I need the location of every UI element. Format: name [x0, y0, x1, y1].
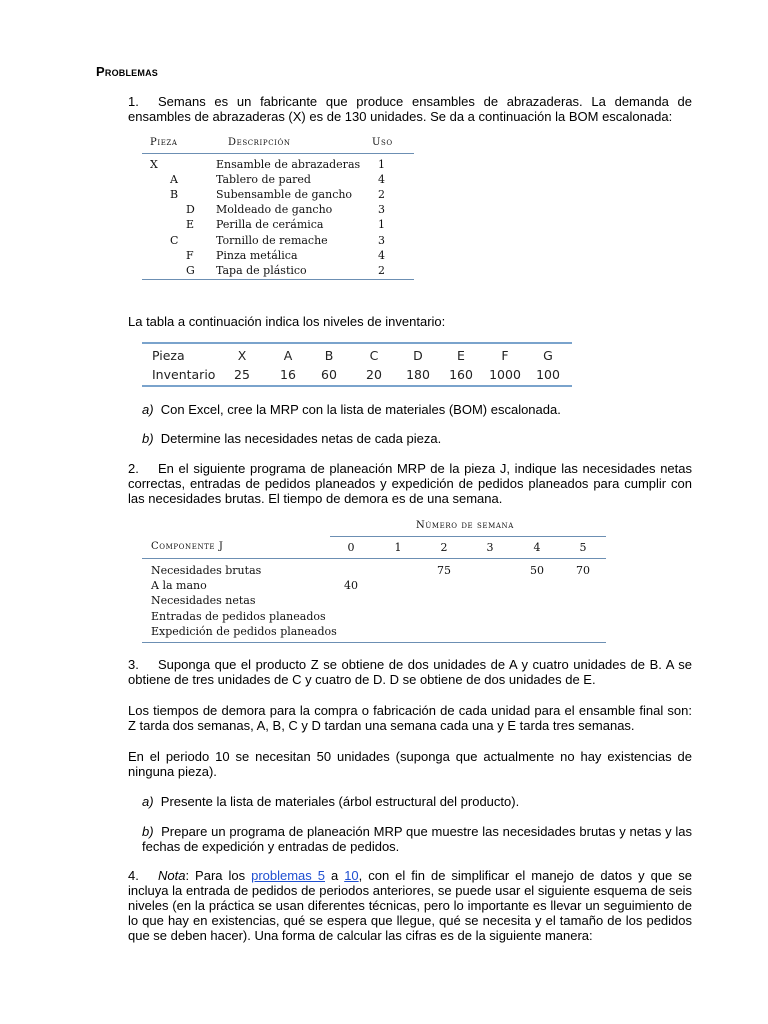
p1-item-b-text: Determine las necesidades netas de cada pieza. [160, 431, 442, 446]
p3-item-a [142, 794, 519, 809]
bom-cell-descripcion: Tablero de pared [216, 173, 311, 187]
inventory-piece-label: B [324, 348, 334, 363]
inventory-table [142, 342, 572, 388]
bom-cell-descripcion: Tornillo de remache [216, 233, 328, 247]
bom-cell-pieza: G [186, 263, 195, 277]
bom-cell-pieza: A [170, 173, 178, 187]
bom-table [142, 133, 414, 281]
bom-cell-uso: 2 [378, 188, 385, 202]
bom-cell-descripcion: Moldeado de gancho [216, 203, 333, 217]
mrp-cell: 70 [576, 564, 590, 577]
mrp-row-label: Expedición de pedidos planeados [151, 624, 337, 638]
mrp-header-rule [142, 558, 606, 559]
inventory-piece-label: F [501, 348, 509, 363]
inventory-value: 60 [321, 367, 337, 382]
mrp-week-header: 1 [394, 541, 402, 554]
inventory-value: 180 [406, 367, 430, 382]
bom-cell-descripcion: Ensamble de abrazaderas [216, 158, 361, 171]
inventory-value: 20 [366, 367, 382, 382]
bom-header-uso: Uso [372, 137, 393, 148]
mrp-row-label: Necesidades brutas [151, 564, 262, 577]
problem-5-link[interactable]: problemas 5 [251, 868, 325, 883]
problem-3-body: Suponga que el producto Z se obtiene de dos unidades de A y cuatro unidades de B. A se obtiene de tres unidades de C y cuatro de D. D se obtiene de dos unidades de E. [128, 657, 692, 687]
bom-cell-pieza: X [150, 158, 158, 171]
bom-cell-uso: 1 [378, 218, 385, 232]
mrp-row-label: Entradas de pedidos planeados [151, 609, 326, 623]
inventory-piece-label: D [413, 348, 423, 363]
inventory-value: 1000 [489, 367, 521, 382]
bom-cell-pieza: B [170, 188, 179, 202]
problem-3-paragraph-b: Los tiempos de demora para la compra o fabricación de cada unidad para el ensamble final son: Z tarda dos semanas, A, B, C y D tardan una semana cada una y E tarda tres semanas. [128, 703, 692, 733]
bom-cell-descripcion: Tapa de plástico [216, 263, 307, 277]
problem-2-number: 2. [128, 461, 139, 476]
bom-cell-descripcion: Perilla de cerámica [216, 218, 324, 232]
inventory-piece-label: C [369, 348, 379, 363]
inventory-intro: La tabla a continuación indica los niveles de inventario: [128, 314, 446, 329]
mrp-bottom-rule [142, 642, 606, 643]
problem-3-text [128, 657, 692, 687]
mrp-cell: 40 [344, 579, 358, 593]
bom-header-rule [142, 153, 414, 154]
mrp-week-header: 5 [579, 541, 587, 554]
problem-1-text [128, 94, 692, 124]
inventory-piece-label: E [457, 348, 465, 363]
p3-item-b-label: b) [142, 824, 154, 839]
mrp-cell: 75 [437, 564, 451, 577]
problem-4-pre: : Para los [185, 868, 252, 883]
inventory-piece-label: G [543, 348, 553, 363]
mrp-cell: 50 [530, 564, 544, 577]
mrp-table [142, 516, 606, 644]
mrp-week-header: 0 [347, 541, 355, 554]
problem-1-number: 1. [128, 94, 139, 109]
mrp-week-super-header: Número de semana [416, 520, 514, 531]
problem-4-number: 4. [128, 868, 139, 883]
inventory-piece-label: X [237, 348, 247, 363]
bom-cell-descripcion: Pinza metálica [216, 248, 298, 262]
mrp-row-label: A la mano [151, 579, 207, 593]
bom-cell-uso: 1 [378, 158, 385, 171]
inventory-value: 160 [449, 367, 473, 382]
problem-4-text [128, 868, 692, 943]
problem-2-text [128, 461, 692, 506]
section-heading: Problemas [96, 64, 158, 79]
mrp-week-header: 3 [486, 541, 494, 554]
inventory-row-label-pieza: Pieza [152, 348, 185, 363]
mrp-week-rule [330, 536, 606, 537]
p3-item-a-text: Presente la lista de materiales (árbol estructural del producto). [160, 794, 520, 809]
problem-3-number: 3. [128, 657, 139, 672]
problem-4-nota: Nota [158, 868, 186, 883]
inventory-top-rule [142, 342, 572, 344]
mrp-row-label: Necesidades netas [151, 594, 256, 608]
inventory-value: 16 [280, 367, 296, 382]
mrp-week-header: 2 [440, 541, 448, 554]
p3-item-b-text: Prepare un programa de planeación MRP que muestre las necesidades brutas y netas y las fechas de expedición y entradas de pedidos. [142, 824, 692, 854]
p1-item-a [142, 402, 561, 417]
bom-cell-pieza: C [170, 233, 179, 247]
problem-10-link[interactable]: 10 [344, 868, 359, 883]
bom-header-descripcion: Descripción [228, 137, 291, 148]
inventory-value: 25 [234, 367, 250, 382]
p3-item-b [142, 824, 692, 854]
problem-4-post: , con el fin de simplificar el manejo de datos y que se incluya la entrada de pedidos de periodos anteriores, se puede usar el siguiente esquema de seis niveles (en la práctica se usan diferentes técnicas, pero lo importante es llevar un seguimiento de lo que hay en existencias, qué se espera que llegue, qué se necesita y el tamaño de los pedidos que se deben hacer). Una forma de calcular las cifras es de la siguiente manera: [128, 868, 692, 943]
p1-item-b-label: b) [142, 431, 154, 446]
p1-item-b [142, 431, 441, 446]
bom-cell-uso: 4 [378, 173, 385, 187]
bom-cell-pieza: E [186, 218, 195, 232]
inventory-row-label-inventario: Inventario [152, 367, 216, 382]
bom-cell-pieza: F [186, 248, 194, 262]
inventory-value: 100 [536, 367, 560, 382]
bom-bottom-rule [142, 279, 414, 280]
bom-cell-uso: 3 [378, 233, 385, 247]
problem-3-paragraph-c: En el periodo 10 se necesitan 50 unidades (suponga que actualmente no hay existencias de ninguna pieza). [128, 749, 692, 779]
bom-header-pieza: Pieza [150, 137, 178, 148]
bom-cell-uso: 3 [378, 203, 385, 217]
problem-4-mid: a [325, 868, 345, 883]
inventory-bottom-rule [142, 385, 572, 387]
problem-2-body: En el siguiente programa de planeación MRP de la pieza J, indique las necesidades netas correctas, entradas de pedidos planeados y expedición de pedidos planeados para cumplir con las necesidades brutas. El tiempo de demora es de una semana. [128, 461, 692, 506]
bom-cell-descripcion: Subensamble de gancho [216, 188, 353, 202]
p1-item-a-text: Con Excel, cree la MRP con la lista de materiales (BOM) escalonada. [160, 402, 561, 417]
p1-item-a-label: a) [142, 402, 154, 417]
inventory-piece-label: A [283, 348, 293, 363]
mrp-component-header: Componente J [151, 541, 224, 552]
problem-1-body: Semans es un fabricante que produce ensambles de abrazaderas. La demanda de ensambles de abrazaderas (X) es de 130 unidades. Se da a continuación la BOM escalonada: [128, 94, 692, 124]
mrp-week-header: 4 [533, 541, 541, 554]
bom-cell-pieza: D [186, 203, 195, 217]
p3-item-a-label: a) [142, 794, 154, 809]
bom-cell-uso: 2 [378, 263, 385, 277]
bom-cell-uso: 4 [378, 248, 385, 262]
